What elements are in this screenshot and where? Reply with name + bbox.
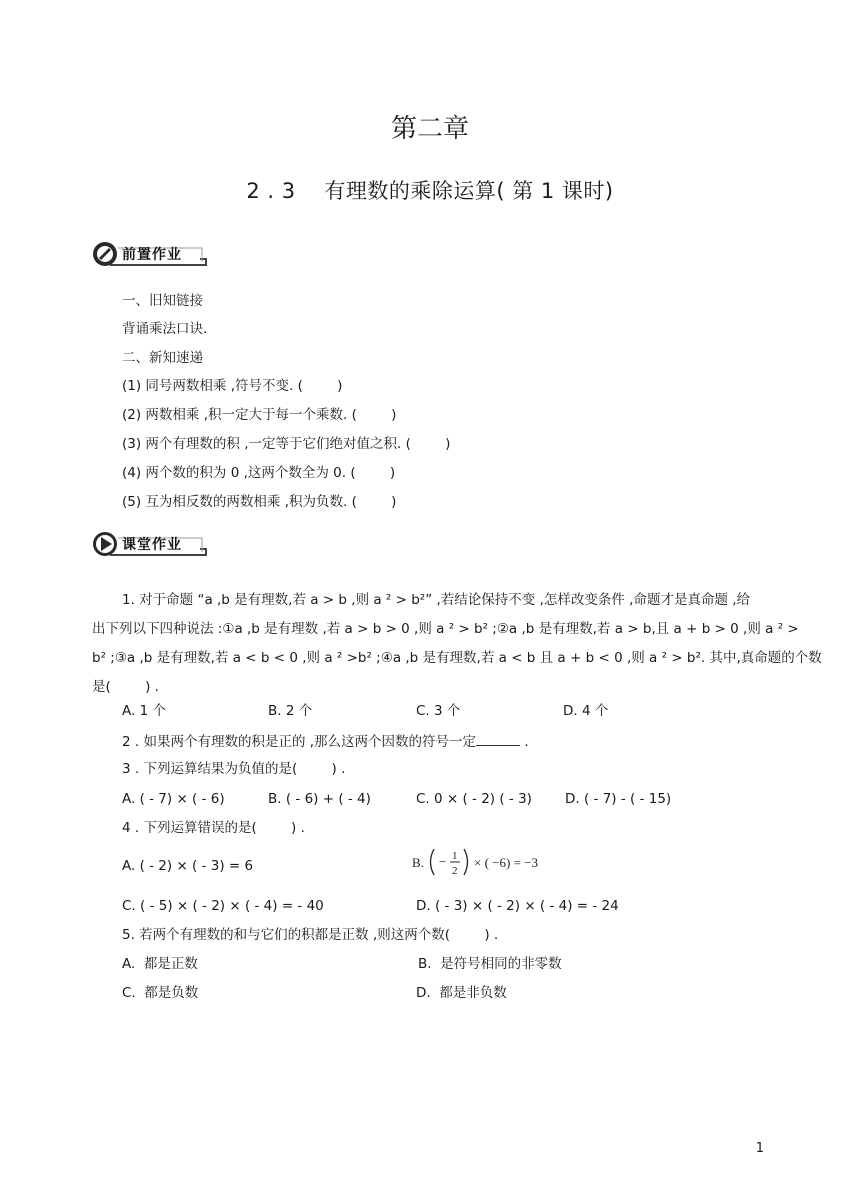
section-title: 2 . 3 有理数的乘除运算( 第 1 课时) — [246, 179, 614, 203]
q5-option-b: B. 是符号相同的非零数 — [418, 956, 562, 972]
q2-answer-blank[interactable] — [476, 731, 520, 746]
q3-option-d: D. ( - 7) - ( - 15) — [565, 791, 672, 807]
pre-item-5: (5) 互为相反数的两数相乘 ,积为负数. ( ) — [122, 494, 397, 510]
q1-option-a: A. 1 个 — [122, 703, 166, 719]
class-homework-badge — [90, 530, 210, 560]
q1-option-d: D. 4 个 — [563, 703, 609, 719]
q2-question — [122, 731, 529, 751]
q2-text-end: . — [520, 734, 529, 750]
q4-b-rest: × ( −6) = −3 — [474, 855, 538, 870]
q4-option-b-formula — [412, 846, 582, 878]
page-number: 1 — [755, 1141, 764, 1156]
q3-text: 3 . 下列运算结果为负值的是( ) . — [122, 761, 346, 777]
q3-option-c: C. 0 × ( - 2) ( - 3) — [416, 791, 532, 807]
pre-item-3: (3) 两个有理数的积 ,一定等于它们绝对值之积. ( ) — [122, 436, 451, 452]
q4-text: 4 . 下列运算错误的是( ) . — [122, 820, 305, 836]
class-homework-label: 课堂作业 — [122, 537, 182, 553]
q4-b-label: B. — [412, 855, 424, 870]
q3-option-b: B. ( - 6) + ( - 4) — [268, 791, 371, 807]
q5-option-a: A. 都是正数 — [122, 956, 198, 972]
pre-homework-label: 前置作业 — [122, 247, 182, 263]
q4-b-numerator: 1 — [452, 850, 458, 862]
chapter-title: 第二章 — [390, 114, 469, 144]
q5-option-c: C. 都是负数 — [122, 985, 199, 1001]
part1-text: 背诵乘法口诀. — [122, 321, 208, 337]
part2-heading: 二、新知速递 — [122, 350, 203, 366]
pre-homework-badge — [90, 240, 210, 270]
q5-option-d: D. 都是非负数 — [416, 985, 507, 1001]
pre-item-1: (1) 同号两数相乘 ,符号不变. ( ) — [122, 378, 343, 394]
part1-heading: 一、旧知链接 — [122, 293, 203, 309]
q4-b-denominator: 2 — [452, 865, 458, 877]
q2-text: 2 . 如果两个有理数的积是正的 ,那么这两个因数的符号一定 — [122, 734, 477, 750]
q1-line-2: 出下列以下四种说法 :①a ,b 是有理数 ,若 a > b > 0 ,则 a ² > b² ;②a ,b 是有理数,若 a > b,且 a + b > 0 ,则 a ² > — [92, 621, 799, 637]
q1-option-b: B. 2 个 — [268, 703, 313, 719]
q4-option-a: A. ( - 2) × ( - 3) = 6 — [122, 858, 254, 874]
q4-option-d: D. ( - 3) × ( - 2) × ( - 4) = - 24 — [416, 898, 619, 914]
q1-option-c: C. 3 个 — [416, 703, 461, 719]
q4-option-c: C. ( - 5) × ( - 2) × ( - 4) = - 40 — [122, 898, 324, 914]
svg-text:−: − — [439, 854, 447, 869]
pre-item-2: (2) 两数相乘 ,积一定大于每一个乘数. ( ) — [122, 407, 397, 423]
q3-option-a: A. ( - 7) × ( - 6) — [122, 791, 225, 807]
q1-line-3: b² ;③a ,b 是有理数,若 a < b < 0 ,则 a ² >b² ;④a ,b 是有理数,若 a < b 且 a + b < 0 ,则 a ² > b². 其中,真命题的个数 — [92, 650, 822, 666]
pre-item-4: (4) 两个数的积为 0 ,这两个数全为 0. ( ) — [122, 465, 396, 481]
q5-text: 5. 若两个有理数的和与它们的积都是正数 ,则这两个数( ) . — [122, 927, 499, 943]
q1-line-1: 1. 对于命题 “a ,b 是有理数,若 a > b ,则 a ² > b²” ,若结论保持不变 ,怎样改变条件 ,命题才是真命题 ,给 — [122, 592, 751, 608]
q1-line-4: 是( ) . — [92, 679, 159, 695]
